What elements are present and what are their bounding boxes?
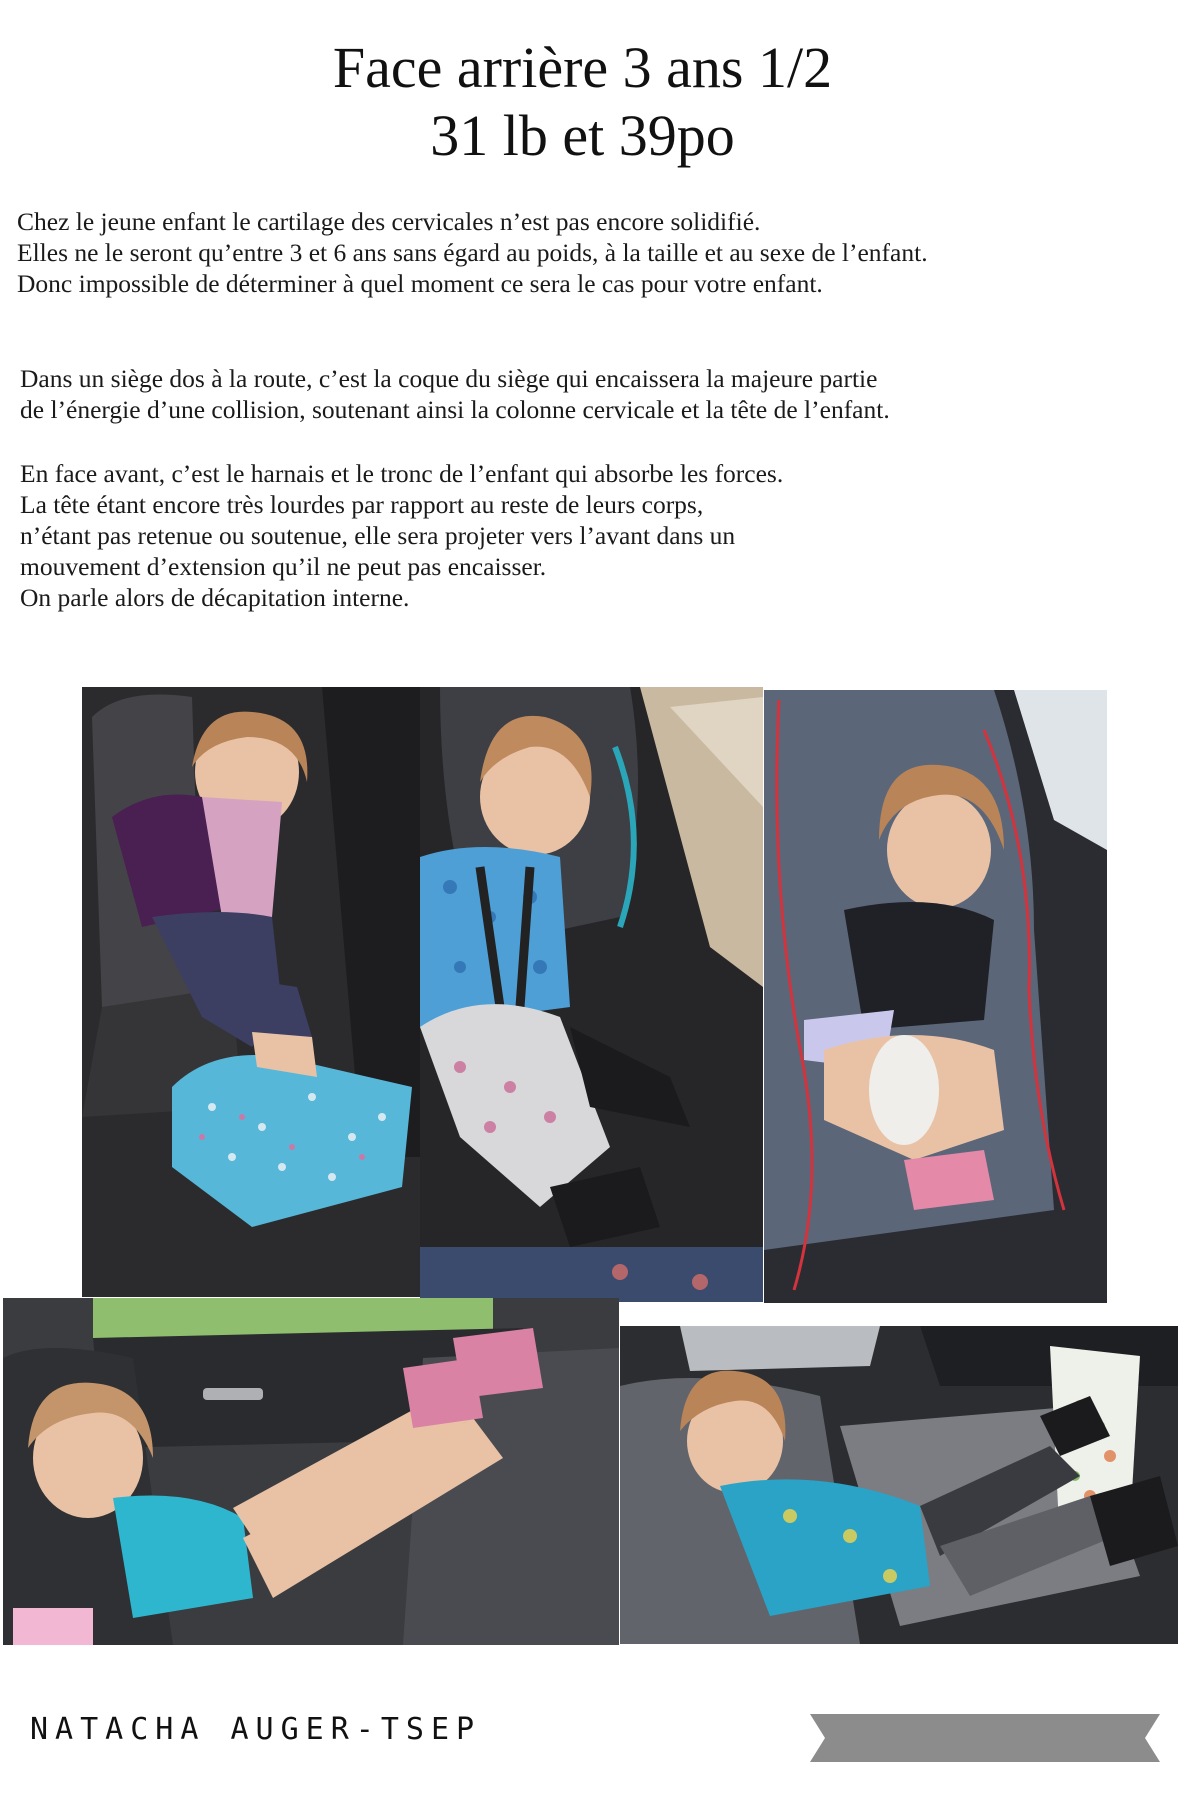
title-block xyxy=(0,34,1165,170)
paragraph-line: mouvement d’extension qu’il ne peut pas encaisser. xyxy=(20,552,547,581)
rear-facing-paragraph xyxy=(20,363,1190,425)
paragraph-line: On parle alors de décapitation interne. xyxy=(20,583,410,612)
paragraph-line: En face avant, c’est le harnais et le tronc de l’enfant qui absorbe les forces. xyxy=(20,459,784,488)
paragraph-line: La tête étant encore très lourdes par rapport au reste de leurs corps, xyxy=(20,490,704,519)
forward-facing-paragraph xyxy=(20,458,1190,613)
paragraph-line: n’étant pas retenue ou soutenue, elle sera projeter vers l’avant dans un xyxy=(20,521,736,550)
photo-child-car-seat-3-image xyxy=(764,690,1107,1303)
paragraph-line: Dans un siège dos à la route, c’est la coque du siège qui encaissera la majeure partie xyxy=(20,364,878,393)
pic-collage-logo-icon xyxy=(810,1714,1160,1762)
photo-child-car-seat-1-image xyxy=(82,687,420,1297)
page-subtitle: 31 lb et 39po xyxy=(430,103,735,168)
photo-child-car-seat-1 xyxy=(82,687,420,1297)
paragraph-line: Chez le jeune enfant le cartilage des cervicales n’est pas encore solidifié. xyxy=(17,207,761,236)
paragraph-line: Elles ne le seront qu’entre 3 et 6 ans sans égard au poids, à la taille et au sexe de l’enfant. xyxy=(17,238,928,267)
paragraph-line: Donc impossible de déterminer à quel moment ce sera le cas pour votre enfant. xyxy=(17,269,823,298)
author-signature: NATACHA AUGER-TSEP xyxy=(30,1712,482,1747)
photo-child-car-seat-3 xyxy=(764,690,1107,1303)
paragraph-line: de l’énergie d’une collision, soutenant ainsi la colonne cervicale et la tête de l’enfant. xyxy=(20,395,890,424)
photo-child-car-seat-5-image xyxy=(620,1326,1178,1644)
photo-child-car-seat-5 xyxy=(620,1326,1178,1644)
photo-child-car-seat-2 xyxy=(420,687,763,1302)
photo-child-car-seat-4 xyxy=(3,1298,619,1645)
photo-child-car-seat-2-image xyxy=(420,687,763,1302)
intro-paragraph xyxy=(17,206,1187,299)
photo-child-car-seat-4-image xyxy=(3,1298,619,1645)
page-title: Face arrière 3 ans 1/2 xyxy=(332,35,833,100)
pic-collage-watermark xyxy=(810,1714,1160,1762)
